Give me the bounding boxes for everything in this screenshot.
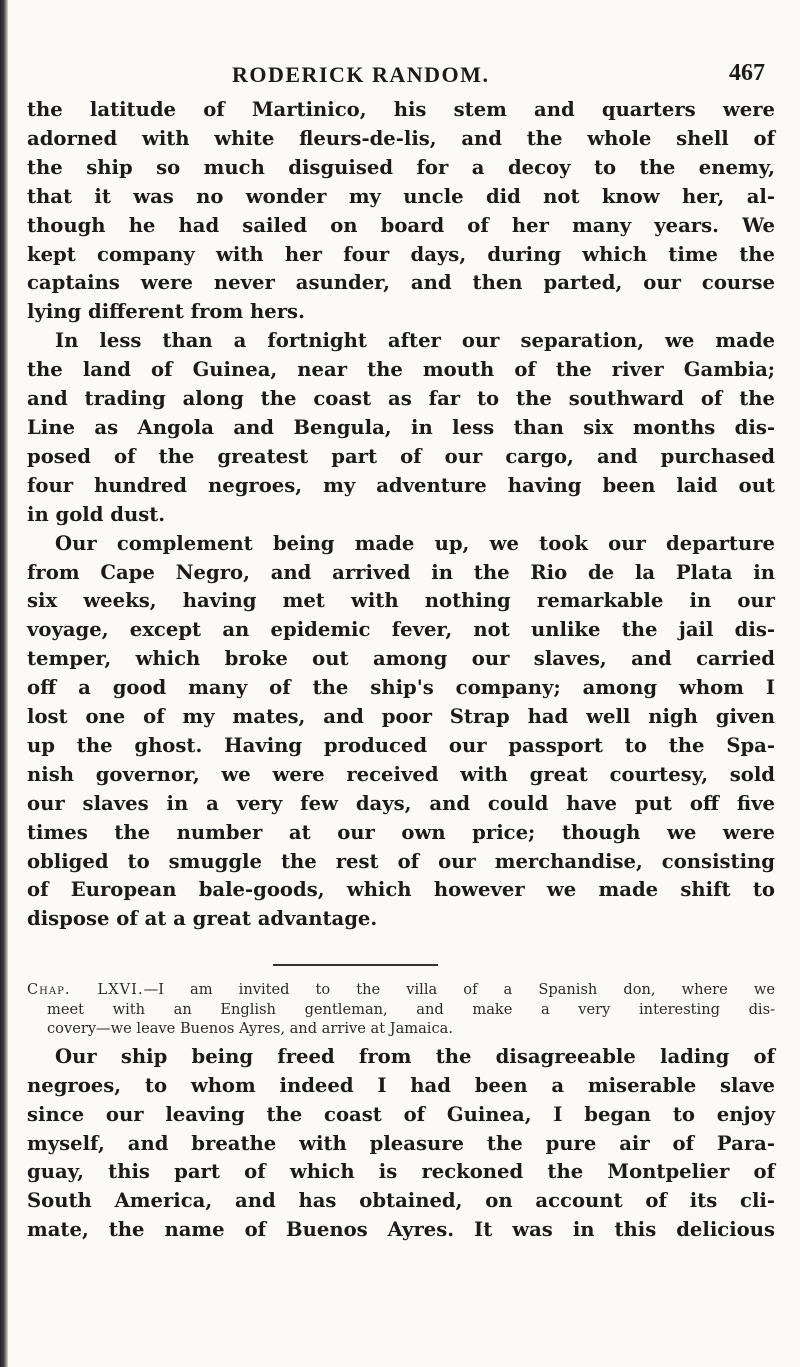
running-title: RODERICK RANDOM.	[232, 62, 490, 87]
text-line: the land of Guinea, near the mouth of the river Gambia;	[27, 358, 775, 382]
text-line: myself, and breathe with pleasure the pure air of Para-	[27, 1131, 775, 1155]
text-line: guay, this part of which is reckoned the Montpelier of	[27, 1160, 775, 1184]
body-text	[27, 96, 775, 934]
text-line: Our complement being made up, we took our departure	[55, 531, 775, 555]
page-number: 467	[729, 60, 765, 86]
text-line: lost one of my mates, and poor Strap had well nigh given	[27, 705, 775, 729]
text-line: obliged to smuggle the rest of our merchandise, consisting	[27, 849, 775, 873]
text-line: off a good many of the ship's company; among whom I	[27, 676, 775, 700]
text-line: since our leaving the coast of Guinea, I began to enjoy	[27, 1102, 775, 1126]
text-line: our slaves in a very few days, and could have put off five	[27, 791, 775, 815]
running-header	[27, 56, 775, 96]
book-page	[27, 56, 775, 1245]
text-line: South America, and has obtained, on account of its cli-	[27, 1189, 775, 1213]
text-line: six weeks, having met with nothing remarkable in our	[27, 589, 775, 613]
text-line: In less than a fortnight after our separation, we made	[55, 329, 775, 353]
text-line: meet with an English gentleman, and make a very interesting dis-	[47, 1000, 775, 1018]
text-line: voyage, except an epidemic fever, not unlike the jail dis-	[27, 618, 775, 642]
text-line: of European bale-goods, which however we made shift to	[27, 878, 775, 902]
chapter-summary	[27, 980, 775, 1039]
text-line: negroes, to whom indeed I had been a miserable slave	[27, 1073, 775, 1097]
text-line: times the number at our own price; though we were	[27, 820, 775, 844]
text-line	[27, 980, 775, 1000]
text-line: posed of the greatest part of our cargo, and purchased	[27, 444, 775, 468]
section-divider	[273, 964, 438, 966]
text-line: temper, which broke out among our slaves, and carried	[27, 647, 775, 671]
text-line: up the ghost. Having produced our passport to the Spa-	[27, 733, 775, 757]
text-line: lying different from hers.	[27, 300, 305, 324]
text-line: the latitude of Martinico, his stem and quarters were	[27, 98, 775, 121]
paragraph-2	[27, 327, 775, 529]
text-line: dispose of at a great advantage.	[27, 907, 378, 931]
text-line: mate, the name of Buenos Ayres. It was in this delicious	[27, 1218, 775, 1242]
text-line: from Cape Negro, and arrived in the Rio de la Plata in	[27, 560, 775, 584]
paragraph-1	[27, 96, 775, 327]
text-line: that it was no wonder my uncle did not know her, al-	[27, 184, 775, 208]
text-line: kept company with her four days, during which time the	[27, 242, 775, 266]
chapter-label: Chap. LXVI.	[27, 981, 144, 999]
text-line: nish governor, we were received with great courtesy, sold	[27, 762, 775, 786]
text-line: Our ship being freed from the disagreeable lading of	[55, 1044, 775, 1068]
paragraph-3	[27, 530, 775, 935]
text-line: though he had sailed on board of her many years. We	[27, 213, 775, 237]
text-line: captains were never asunder, and then parted, our course	[27, 271, 775, 295]
chapter-summary-text: —I am invited to the villa of a Spanish don, where we	[143, 981, 775, 999]
paragraph-4	[27, 1043, 775, 1245]
body-text	[27, 1043, 775, 1245]
text-line: the ship so much disguised for a decoy to the enemy,	[27, 155, 775, 179]
text-line: four hundred negroes, my adventure having been laid out	[27, 473, 775, 497]
text-line: in gold dust.	[27, 502, 166, 526]
text-line: and trading along the coast as far to the southward of the	[27, 387, 775, 411]
text-line: Line as Angola and Bengula, in less than six months dis-	[27, 415, 775, 439]
book-spine-edge	[0, 0, 8, 1367]
text-line: adorned with white fleurs-de-lis, and the whole shell of	[27, 126, 775, 150]
text-line: covery—we leave Buenos Ayres, and arrive at Jamaica.	[47, 1020, 453, 1038]
